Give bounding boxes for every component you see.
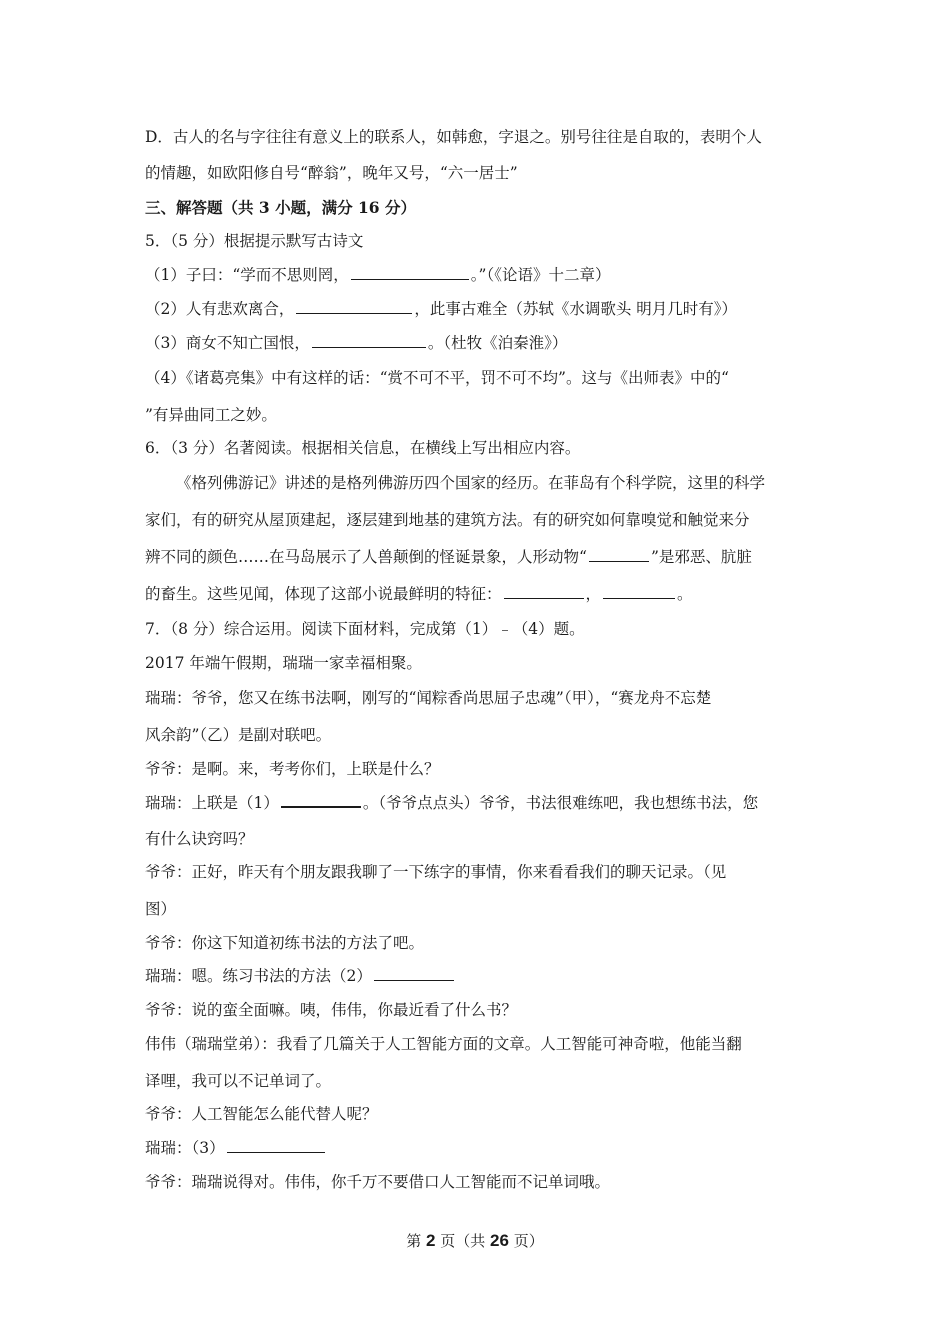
- dialogue-ruirui-4-text: 瑞瑞：（3）: [145, 1139, 225, 1157]
- q5-item-2-before: （2）人有悲欢离合，: [145, 300, 295, 318]
- footer-suffix: 页）: [508, 1232, 544, 1250]
- q6-stem: 6．（3 分）名著阅读。根据相关信息，在横线上写出相应内容。: [145, 439, 581, 457]
- q7-stem: 7．（8 分）综合运用。阅读下面材料，完成第（1）﹣（4）题。: [145, 620, 585, 638]
- dialogue-ruirui-2-after: 。（爷爷点点头）爷爷，书法很难练吧，我也想练书法，您: [362, 794, 759, 812]
- q7-intro: 2017 年端午假期，瑞瑞一家幸福相聚。: [145, 654, 422, 672]
- answer-blank[interactable]: [227, 1138, 325, 1153]
- answer-blank[interactable]: [504, 584, 584, 599]
- dialogue-ruirui-1-line-1: 瑞瑞：爷爷，您又在练书法啊，刚写的“闻粽香尚思屈子忠魂”（甲），“赛龙舟不忘楚: [145, 689, 712, 707]
- q5-item-3: [145, 333, 567, 353]
- dialogue-grandpa-2-line-2: 图）: [145, 900, 177, 918]
- answer-blank[interactable]: [351, 265, 469, 280]
- dialogue-ruirui-1-line-2: 风余韵”（乙）是副对联吧。: [145, 726, 332, 744]
- dialogue-grandpa-2-line-1: 爷爷：正好，昨天有个朋友跟我聊了一下练字的事情，你来看看我们的聊天记录。（见: [145, 863, 727, 881]
- q6-line-3-after: ”是邪恶、肮脏: [650, 548, 752, 566]
- q6-line-4-comma: ，: [585, 585, 602, 603]
- q5-stem: 5．（5 分）根据提示默写古诗文: [145, 232, 364, 250]
- dialogue-ruirui-3-text: 瑞瑞：嗯。练习书法的方法（2）: [145, 967, 372, 985]
- answer-blank[interactable]: [312, 333, 426, 348]
- q5-item-4-line-2: ”有异曲同工之妙。: [145, 406, 277, 424]
- dialogue-ruirui-3: [145, 966, 456, 986]
- q6-passage-line-4: [145, 584, 693, 604]
- dialogue-ruirui-2-before: 瑞瑞：上联是（1）: [145, 794, 279, 812]
- q5-item-3-before: （3）商女不知亡国恨，: [145, 334, 310, 352]
- q6-line-4-end: 。: [677, 585, 693, 603]
- option-d-line-2: 的情趣，如欧阳修自号“醉翁”，晚年又号，“六一居士”: [145, 164, 518, 182]
- footer-prefix: 第: [406, 1232, 427, 1250]
- dialogue-weiwei-line-2: 译哩，我可以不记单词了。: [145, 1072, 332, 1090]
- answer-blank[interactable]: [603, 584, 675, 599]
- section-title: 三、解答题（共 3 小题，满分 16 分）: [145, 198, 416, 217]
- dialogue-ruirui-4: [145, 1138, 327, 1158]
- dialogue-ruirui-2-line-1: [145, 792, 758, 813]
- q6-passage-line-1: 《格列佛游记》讲述的是格列佛游历四个国家的经历。在菲岛有个科学院，这里的科学: [176, 474, 766, 492]
- q5-item-3-after: 。（杜牧《泊秦淮》）: [427, 334, 568, 352]
- footer-total-pages: 26: [490, 1231, 509, 1250]
- q6-line-4-before: 的畜生。这些见闻，体现了这部小说最鲜明的特征：: [145, 585, 502, 603]
- dialogue-grandpa-3: 爷爷：你这下知道初练书法的方法了吧。: [145, 934, 425, 952]
- footer-mid: 页（共: [435, 1232, 491, 1250]
- q6-passage-line-3: [145, 547, 752, 567]
- option-d-line-1: D．古人的名与字往往有意义上的联系人，如韩愈，字退之。别号往往是自取的，表明个人: [145, 128, 762, 146]
- dialogue-ruirui-2-line-2: 有什么诀窍吗？: [145, 830, 254, 848]
- dialogue-grandpa-1: 爷爷：是啊。来，考考你们，上联是什么？: [145, 760, 440, 778]
- q6-passage-line-2: 家们，有的研究从屋顶建起，逐层建到地基的建筑方法。有的研究如何靠嗅觉和触觉来分: [145, 511, 750, 529]
- dialogue-grandpa-5: 爷爷：人工智能怎么能代替人呢？: [145, 1105, 378, 1123]
- dialogue-grandpa-6: 爷爷：瑞瑞说得对。伟伟，你千万不要借口人工智能而不记单词哦。: [145, 1173, 611, 1191]
- q6-line-3-before: 辨不同的颜色……在马岛展示了人兽颠倒的怪诞景象，人形动物“: [145, 548, 587, 566]
- answer-blank[interactable]: [296, 299, 412, 314]
- answer-blank[interactable]: [374, 966, 454, 981]
- q5-item-1-after: 。”（《论语》十二章）: [470, 266, 611, 284]
- q5-item-2-after: ，此事古难全（苏轼《水调歌头 明月几时有》）: [414, 300, 738, 318]
- q5-item-2: [145, 299, 737, 319]
- answer-blank[interactable]: [589, 547, 649, 562]
- q5-item-1-before: （1）子曰：“学而不思则罔，: [145, 266, 349, 284]
- dialogue-grandpa-4: 爷爷：说的蛮全面嘛。咦，伟伟，你最近看了什么书？: [145, 1001, 518, 1019]
- footer-page-number: 2: [426, 1231, 436, 1250]
- answer-blank[interactable]: [281, 792, 361, 808]
- page-footer: [0, 1230, 950, 1251]
- dialogue-weiwei-line-1: 伟伟（瑞瑞堂弟）：我看了几篇关于人工智能方面的文章。人工智能可神奇啦，他能当翻: [145, 1035, 742, 1053]
- q5-item-1: [145, 265, 610, 285]
- q5-item-4-line-1: （4）《诸葛亮集》中有这样的话：“赏不可不平，罚不可不均”。这与《出师表》中的“: [145, 369, 729, 387]
